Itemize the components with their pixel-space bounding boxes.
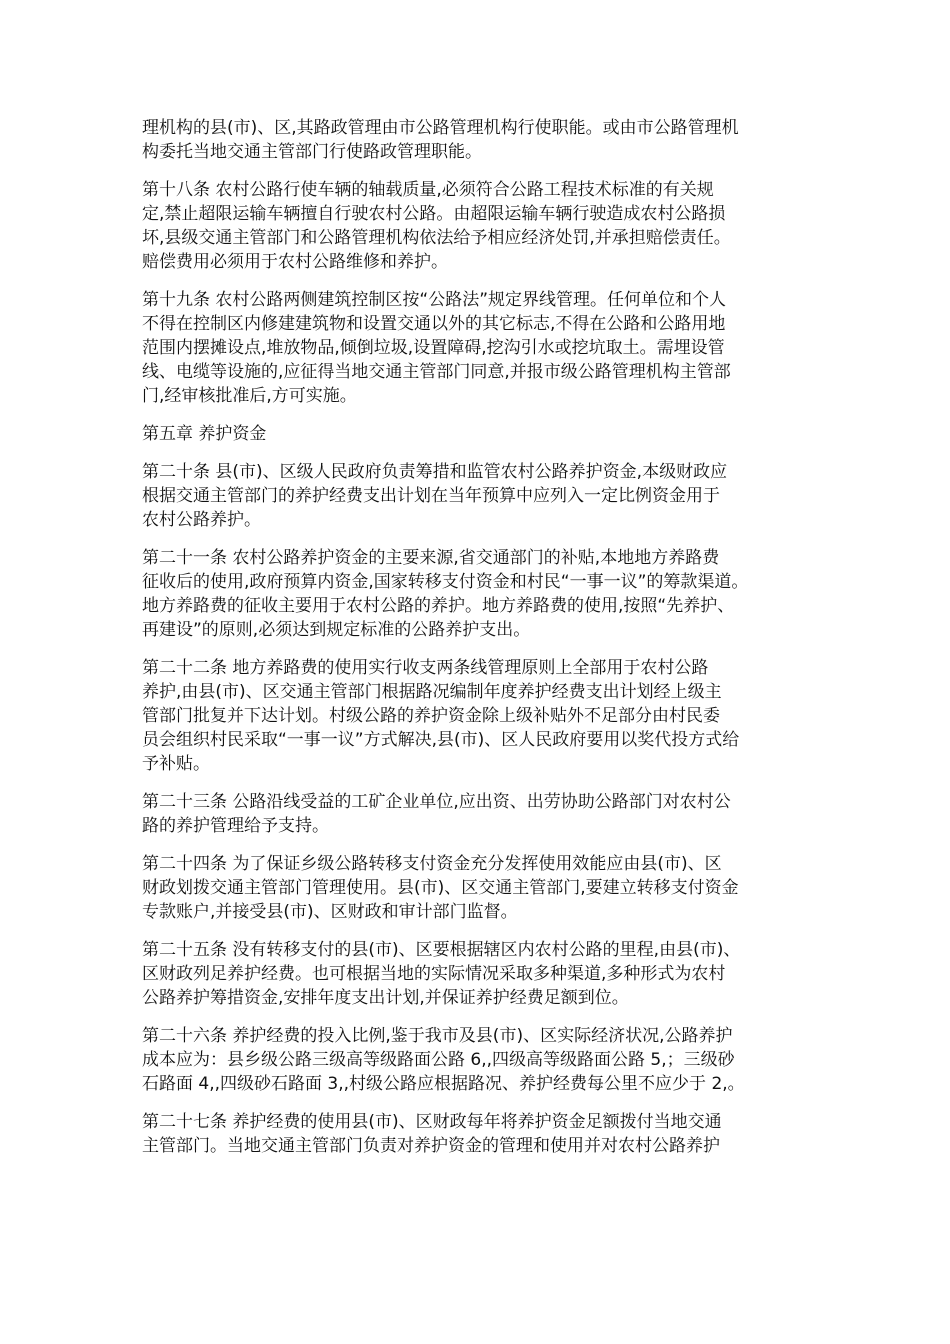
text-line: 第二十二条 地方养路费的使用实行收支两条线管理原则上全部用于农村公路	[142, 658, 709, 678]
text-line: 征收后的使用,政府预算内资金,国家转移支付资金和村民“一事一议”的筹款渠道。	[142, 572, 749, 592]
paragraph	[142, 546, 812, 642]
text-line: 管部门批复并下达计划。村级公路的养护资金除上级补贴外不足部分由村民委	[142, 706, 720, 726]
paragraph	[142, 1110, 812, 1158]
text-line: 再建设”的原则,必须达到规定标准的公路养护支出。	[142, 620, 531, 640]
paragraph	[142, 656, 812, 776]
text-line: 构委托当地交通主管部门行使路政管理职能。	[142, 142, 482, 162]
text-line: 第二十七条 养护经费的使用县(市)、区财政每年将养护资金足额拨付当地交通	[142, 1112, 722, 1132]
paragraph	[142, 288, 812, 408]
paragraph	[142, 852, 812, 924]
text-line: 第二十四条 为了保证乡级公路转移支付资金充分发挥使用效能应由县(市)、区	[142, 854, 722, 874]
text-line: 根据交通主管部门的养护经费支出计划在当年预算中应列入一定比例资金用于	[142, 486, 720, 506]
text-line: 成本应为：县乡级公路三级高等级路面公路 6,,四级高等级路面公路 5,；三级砂	[142, 1050, 735, 1070]
text-line: 门,经审核批准后,方可实施。	[142, 386, 357, 406]
text-line: 石路面 4,,四级砂石路面 3,,村级公路应根据路况、养护经费每公里不应少于 2,。	[142, 1074, 745, 1094]
text-line: 路的养护管理给予支持。	[142, 816, 329, 836]
text-line: 主管部门。当地交通主管部门负责对养护资金的管理和使用并对农村公路养护	[142, 1136, 720, 1156]
text-line: 第十八条 农村公路行使车辆的轴载质量,必须符合公路工程技术标准的有关规	[142, 180, 714, 200]
text-line: 农村公路养护。	[142, 510, 261, 530]
text-line: 第二十一条 农村公路养护资金的主要来源,省交通部门的补贴,本地地方养路费	[142, 548, 720, 568]
text-line: 公路养护筹措资金,安排年度支出计划,并保证养护经费足额到位。	[142, 988, 629, 1008]
paragraph	[142, 790, 812, 838]
text-line: 范围内摆摊设点,堆放物品,倾倒垃圾,设置障碍,挖沟引水或挖坑取土。需埋设管	[142, 338, 725, 358]
text-line: 坏,县级交通主管部门和公路管理机构依法给予相应经济处罚,并承担赔偿责任。	[142, 228, 731, 248]
text-line: 财政划拨交通主管部门管理使用。县(市)、区交通主管部门,要建立转移支付资金	[142, 878, 739, 898]
text-line: 第二十六条 养护经费的投入比例,鉴于我市及县(市)、区实际经济状况,公路养护	[142, 1026, 733, 1046]
paragraph	[142, 116, 812, 164]
paragraph	[142, 460, 812, 532]
paragraph	[142, 1024, 812, 1096]
paragraph	[142, 178, 812, 274]
text-line: 赔偿费用必须用于农村公路维修和养护。	[142, 252, 448, 272]
text-line: 不得在控制区内修建建筑物和设置交通以外的其它标志,不得在公路和公路用地	[142, 314, 726, 334]
text-line: 员会组织村民采取“一事一议”方式解决,县(市)、区人民政府要用以奖代投方式给	[142, 730, 740, 750]
text-line: 区财政列足养护经费。也可根据当地的实际情况采取多种渠道,多种形式为农村	[142, 964, 726, 984]
document-body	[142, 116, 812, 1172]
text-line: 第二十五条 没有转移支付的县(市)、区要根据辖区内农村公路的里程,由县(市)、	[142, 940, 741, 960]
text-line: 予补贴。	[142, 754, 210, 774]
text-line: 线、电缆等设施的,应征得当地交通主管部门同意,并报市级公路管理机构主管部	[142, 362, 731, 382]
text-line: 养护,由县(市)、区交通主管部门根据路况编制年度养护经费支出计划经上级主	[142, 682, 722, 702]
text-line: 第五章 养护资金	[142, 424, 267, 444]
paragraph	[142, 422, 812, 446]
text-line: 第二十三条 公路沿线受益的工矿企业单位,应出资、出劳协助公路部门对农村公	[142, 792, 731, 812]
text-line: 专款账户,并接受县(市)、区财政和审计部门监督。	[142, 902, 518, 922]
paragraph	[142, 938, 812, 1010]
text-line: 第二十条 县(市)、区级人民政府负责筹措和监管农村公路养护资金,本级财政应	[142, 462, 728, 482]
text-line: 理机构的县(市)、区,其路政管理由市公路管理机构行使职能。或由市公路管理机	[142, 118, 739, 138]
text-line: 地方养路费的征收主要用于农村公路的养护。地方养路费的使用,按照“先养护、	[142, 596, 735, 616]
text-line: 第十九条 农村公路两侧建筑控制区按“公路法”规定界线管理。任何单位和个人	[142, 290, 727, 310]
text-line: 定,禁止超限运输车辆擅自行驶农村公路。由超限运输车辆行驶造成农村公路损	[142, 204, 726, 224]
